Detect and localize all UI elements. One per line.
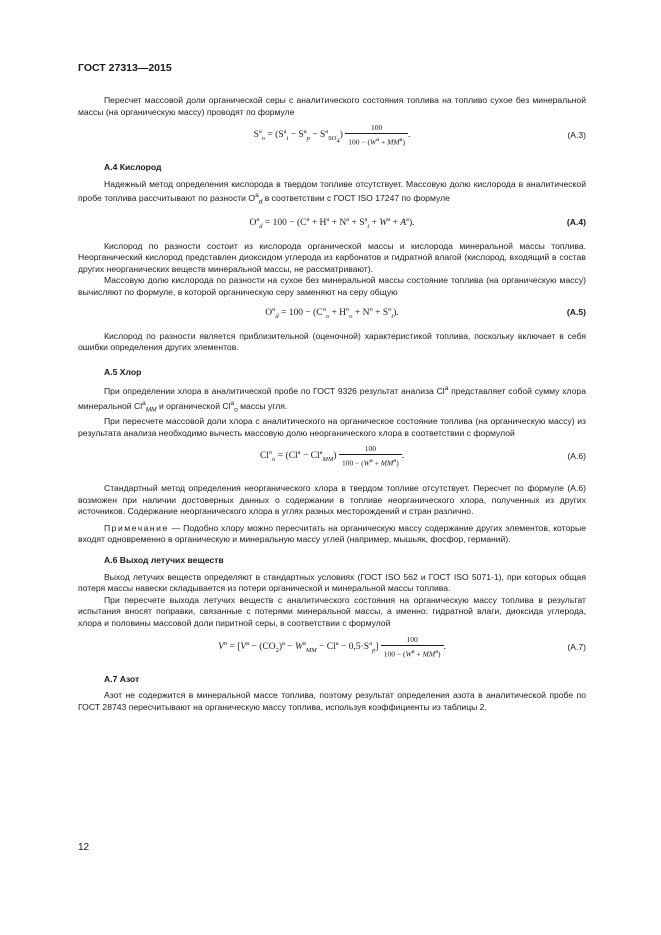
formula-number: (А.3) (567, 130, 586, 141)
section-heading: А.6 Выход летучих веществ (104, 555, 224, 566)
a6-paragraph: При пересчете выхода летучих веществ с аналитического состояния на органическую массу топлива в результат испытания вносят поправки, связанные с потерями минеральной массы, а именно: гидратной влаги, диоксида углерода, хлора и половины массовой доли пиритной серы, в соответствии с формулой (78, 594, 586, 629)
note: Примечание — Подобно хлору можно пересчитать на органическую массу содержание других элементов, которые входят одновременно в органическую и минеральную массу углей (например, мышьяк, фосфор, германий). (78, 522, 586, 545)
a4-paragraph: Кислород по разности состоит из кислорода органической массы и кислорода минеральной массы топлива. Неорганический кислород представлен диоксидом углерода из карбонатов и гидратной влагой (кислород, входящий в состав других неорганических веществ минеральной массы, не рассматривают). (78, 240, 586, 274)
formula-a7: $V^o = [V^a - (CO_2)^a - W^a_{MM} - Cl^a - 0,5\cdot S^a_p]$ $\frac{100}{100 - (W^a + MM^a)}$ . (А.7) (218, 634, 586, 659)
document-header: ГОСТ 27313—2015 (78, 62, 172, 74)
formula-a4: $O^a_d = 100 - (C^a + H^a + N^a + S^a_t + W^a + A^a)$. (А.4) (249, 215, 586, 230)
formula-a6: $Cl^o_o = (Cl^a - Cl^a_{MM})$ $\frac{100}{100 - (W^a + MM^a)}$ . (А.6) (259, 444, 586, 468)
a3-intro: Пересчет массовой доли органической серы с аналитического состояния топлива на топливо сухое без минеральной массы (на органическую массу) проводят по формуле (78, 95, 586, 117)
formula-number: (А.7) (567, 641, 586, 652)
document-body: Пересчет массовой доли органической серы с аналитического состояния топлива на топливо сухое без минеральной массы (на органическую массу) проводят по формуле $S^a_o = (S^a_t - S^a_p - S^a_{SO_4})$ $\frac{100}{100 - (W^a + MM^a)}$ . (А.3) А.4 Кислород Надежный метод определения кислорода в твердом топливе отсутствует. Массовую долю кислорода в аналитической пробе топлива рассчитывают по разности $O^a_d$ в соответствии с ГОСТ ISO 17247 по формуле $O^a_d = 100 - (C^a + H^a + N^a + S^a_t + W^a + A^a)$. (А.4) Кислород по разности состоит из кислорода органической массы и кислорода минеральной массы топлива. Неорганический кислород представлен диоксидом углерода из карбонатов и гидратной влагой (кислород, входящий в состав других неорганических веществ минеральной массы, не рассматривают). Массовую долю кислорода по разности на сухое без минеральной массы состояние топлива (на органическую массу) вычисляют по формуле, в которой органическую серу заменяют на серу общую $O^o_d = 100 - (C^o_o + H^o_o + N^o + S^o_t)$. (А.5) Кислород по разности является приблизительной (оценочной) характеристикой топлива, поскольку включает в себя ошибки определения других элементов. А.5 Хлор При определении хлора в аналитической пробе по ГОСТ 9326 результат анализа Cl$^a$ представляет собой сумму хлора минеральной $Cl^a_{MM}$ и органической $Cl^a_o$ массы угля. При пересчете массовой доли хлора с аналитического на органическое состояние топлива (на органическую массу) из результата анализа необходимо вычесть массовую долю неорганического хлора в соответствии с формулой $Cl^o_o = (Cl^a - Cl^a_{MM})$ $\frac{100}{100 - (W^a + MM^a)}$ . (А.6) Стандартный метод определения неорганического хлора в твердом топливе отсутствует. Пересчет по формуле (А.6) возможен при наличии достоверных данных о содержании в топливе неорганического хлора, полученных из других источников. Содержание неорганического хлора в углях разных месторождений и стран различно. Примечание — Подобно хлору можно пересчитать на органическую массу содержание других элементов, которые входят одновременно в органическую и минеральную массу углей (например, мышьяк, фосфор, германий). А.6 Выход летучих веществ Выход летучих веществ определяют в стандартных условиях (ГОСТ ISO 562 и ГОСТ ISO 5071-1), при которых общая потеря массы навески складывается из потери органической и минеральной массы топлива. При пересчете выхода летучих веществ с аналитического состояния на органическую массу топлива в результат испытания вносят поправки, связанные с потерями минеральной массы, а именно: гидратной влаги, диоксида углерода, хлора и половины массовой доли пиритной серы, в соответствии с формулой $V^o = [V^a - (CO_2)^a - W^a_{MM} - Cl^a - 0,5\cdot S^a_p]$ $\frac{100}{100 - (W^a + MM^a)}$ . (А.7) А.7 Азот Азот не содержится в минеральной массе топлива, поэтому результат определения азота в аналитической пробе по ГОСТ 28743 пересчитывают на органическую массу топлива, используя коэффициенты из таблицы 2. (78, 95, 586, 712)
section-heading: А.4 Кислород (104, 162, 162, 173)
a4-paragraph: Массовую долю кислорода по разности на сухое без минеральной массы состояние топлива (на органическую массу) вычисляют по формуле, в которой органическую серу заменяют на серу общую (78, 275, 586, 297)
section-heading: А.5 Хлор (104, 366, 142, 377)
a4-paragraph: Кислород по разности является приблизительной (оценочной) характеристикой топлива, поскольку включает в себя ошибки определения других элементов. (78, 330, 586, 353)
section-heading: А.7 Азот (104, 673, 140, 684)
formula-a5: $O^o_d = 100 - (C^o_o + H^o_o + N^o + S^o_t)$. (А.5) (265, 305, 586, 320)
a5-paragraph: Стандартный метод определения неорганического хлора в твердом топливе отсутствует. Пересчет по формуле (А.6) возможен при наличии достоверных данных о содержании в топливе неорганического хлора, полученных из других источников. Содержание неорганического хлора в углях разных месторождений и стран различно. (78, 483, 586, 517)
formula-number: (А.5) (566, 306, 586, 317)
formula-a3: $S^a_o = (S^a_t - S^a_p - S^a_{SO_4})$ $\frac{100}{100 - (W^a + MM^a)}$ . (А.3) (253, 123, 586, 147)
page-number: 12 (78, 842, 90, 853)
a5-paragraph: При пересчете массовой доли хлора с аналитического на органическое состояние топлива (на органическую массу) из результата анализа необходимо вычесть массовую долю неорганического хлора в соответствии с формулой (78, 415, 586, 438)
a7-paragraph: Азот не содержится в минеральной массе топлива, поэтому результат определения азота в аналитической пробе по ГОСТ 28743 пересчитывают на органическую массу топлива, используя коэффициенты из таблицы 2. (78, 690, 586, 712)
formula-number: (А.4) (566, 216, 586, 227)
a6-paragraph: Выход летучих веществ определяют в стандартных условиях (ГОСТ ISO 562 и ГОСТ ISO 5071-1), при которых общая потеря массы навески складывается из потери органической и минеральной массы топлива. (78, 571, 586, 594)
formula-number: (А.6) (567, 451, 586, 462)
